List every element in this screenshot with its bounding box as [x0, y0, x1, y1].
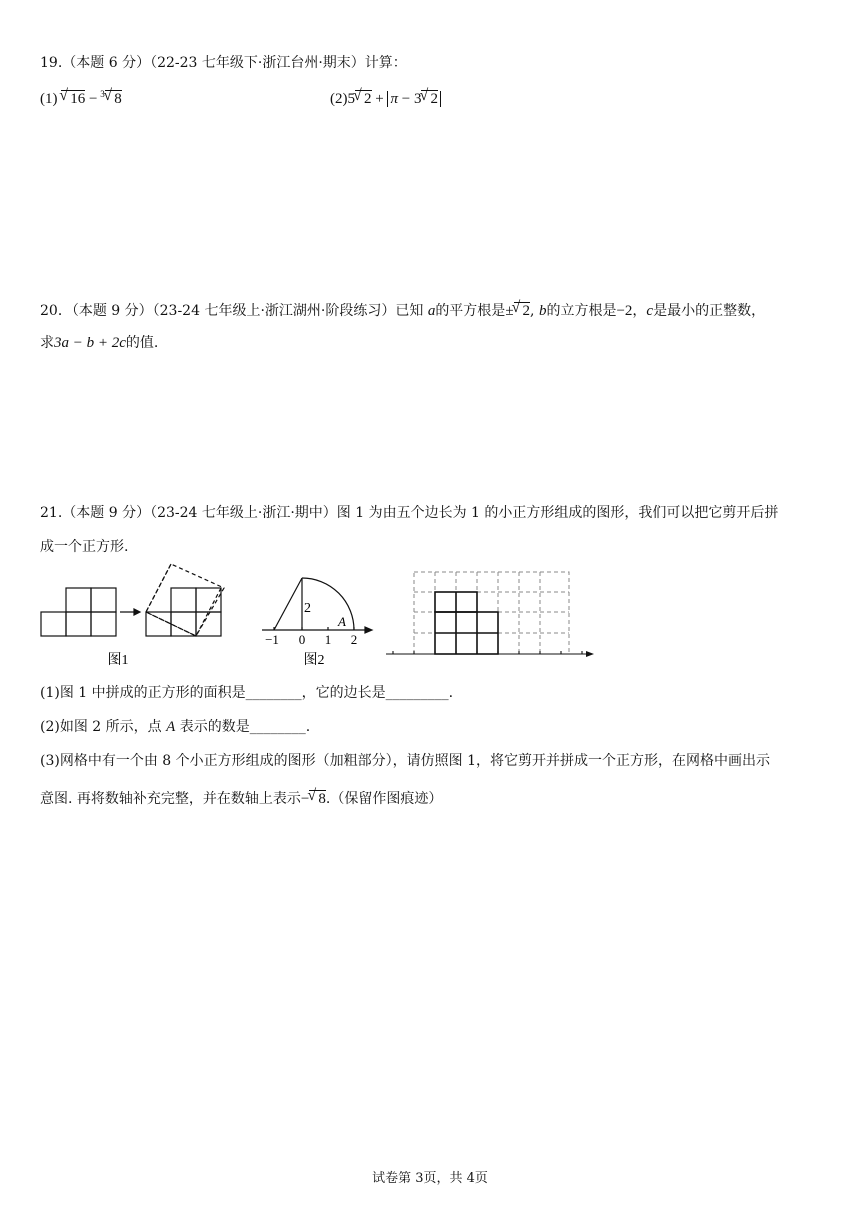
q21-sub2-text-b: 表示的数是________. [179, 719, 311, 735]
figure-1 [38, 562, 238, 672]
fig2-point-A: A [338, 614, 346, 629]
q21-meta-1: （本题 9 分）（23-24 七年级上·浙江·期中）图 1 为由五个边长为 1 的小正方形组成的图形，我们可以把它剪开后拼 [62, 505, 779, 521]
radicand-2: 2 [364, 91, 372, 107]
q21-sub3-line1: (3)网格中有一个由 8 个小正方形组成的图形（加粗部分），请仿照图 1，将它剪开并拼成一个正方形，在网格中画出示 [40, 753, 770, 769]
neg-two: −2 [616, 303, 633, 319]
sqrt-2-q20 [514, 302, 531, 319]
page-footer: 试卷第 3页，共 4页 [372, 1171, 488, 1186]
q21-line1 [40, 502, 778, 522]
fig1-caption: 图1 [107, 653, 129, 668]
q20-number: 20． [40, 303, 72, 319]
q20-text-2: 的立方根是 [546, 303, 617, 319]
q21-line2: 成一个正方形. [40, 539, 129, 555]
q21-sub3-pre: 意图. 再将数轴补充完整，并在数轴上表示 [40, 791, 301, 807]
q19-part1-label: (1) [40, 91, 58, 107]
q21-number: 21. [40, 505, 63, 521]
absolute-value [387, 91, 440, 107]
q21-sub3-post: .（保留作图痕迹） [325, 791, 443, 807]
q21-sub1: (1)图 1 中拼成的正方形的面积是________，它的边长是_________. [40, 685, 454, 701]
q19-header [40, 52, 407, 72]
q20-l2-pre: 求 [40, 335, 54, 351]
q19-part2 [330, 90, 441, 108]
q21-sub2 [40, 716, 310, 736]
q20-l2-post: 的值. [125, 335, 159, 351]
q19-meta: （本题 6 分）（22-23 七年级下·浙江台州·期末）计算： [62, 55, 407, 71]
minus-sign: − [89, 91, 98, 107]
grid-figure [384, 568, 598, 664]
radicand-2-b: 2 [430, 91, 438, 107]
radicand-8-q21: 8 [318, 791, 326, 807]
q19-part1 [40, 90, 122, 108]
neg-sign: − [300, 791, 310, 807]
q19-part2-label: (2) [330, 91, 348, 107]
q21-sub3-line2 [40, 788, 442, 808]
sqrt-8 [309, 790, 326, 807]
fig2-tick-0: 0 [298, 632, 306, 647]
plus-sign: + [375, 91, 384, 107]
sqrt-2-b [421, 90, 438, 107]
var-a: a [427, 303, 436, 319]
var-b: b [538, 303, 547, 319]
fig2-tick-1: 1 [324, 632, 332, 647]
q20-text-3: 是最小的正整数， [653, 303, 766, 319]
sqrt-2 [355, 90, 372, 107]
radicand-16: 16 [70, 91, 86, 107]
fig2-radius-label: 2 [304, 601, 311, 616]
coef-5: 5 [347, 91, 355, 107]
q19-number: 19. [40, 55, 63, 71]
radicand-q20: 2 [522, 303, 531, 319]
plus-minus: ± [505, 303, 514, 319]
coef-3: 3 [413, 91, 422, 107]
figure-2 [258, 570, 378, 672]
minus-sign-2: − [401, 91, 411, 107]
q20-expression: 3a − b + 2c [54, 335, 126, 351]
point-A-label: A [166, 719, 176, 735]
fig2-tick-2: 2 [350, 632, 358, 647]
sqrt-16 [61, 90, 85, 107]
q20-meta: （本题 9 分）（23-24 七年级上·浙江湖州·阶段练习）已知 [71, 303, 424, 319]
var-c: c [646, 303, 654, 319]
comma: , [530, 303, 535, 319]
fig2-tick-neg1: −1 [265, 632, 279, 647]
root-index: √ 3 [100, 89, 105, 99]
q20-line1 [40, 300, 765, 320]
q21-sub2-text-a: (2)如图 2 所示，点 [40, 719, 162, 735]
q20-text-1: 的平方根是 [435, 303, 506, 319]
fig2-caption: 图2 [303, 653, 325, 668]
q20-line2 [40, 332, 158, 352]
cbrt-8 [100, 89, 122, 107]
radicand-8: 8 [114, 91, 122, 107]
pi-symbol: π [390, 91, 398, 107]
comma-2: ， [632, 303, 647, 319]
